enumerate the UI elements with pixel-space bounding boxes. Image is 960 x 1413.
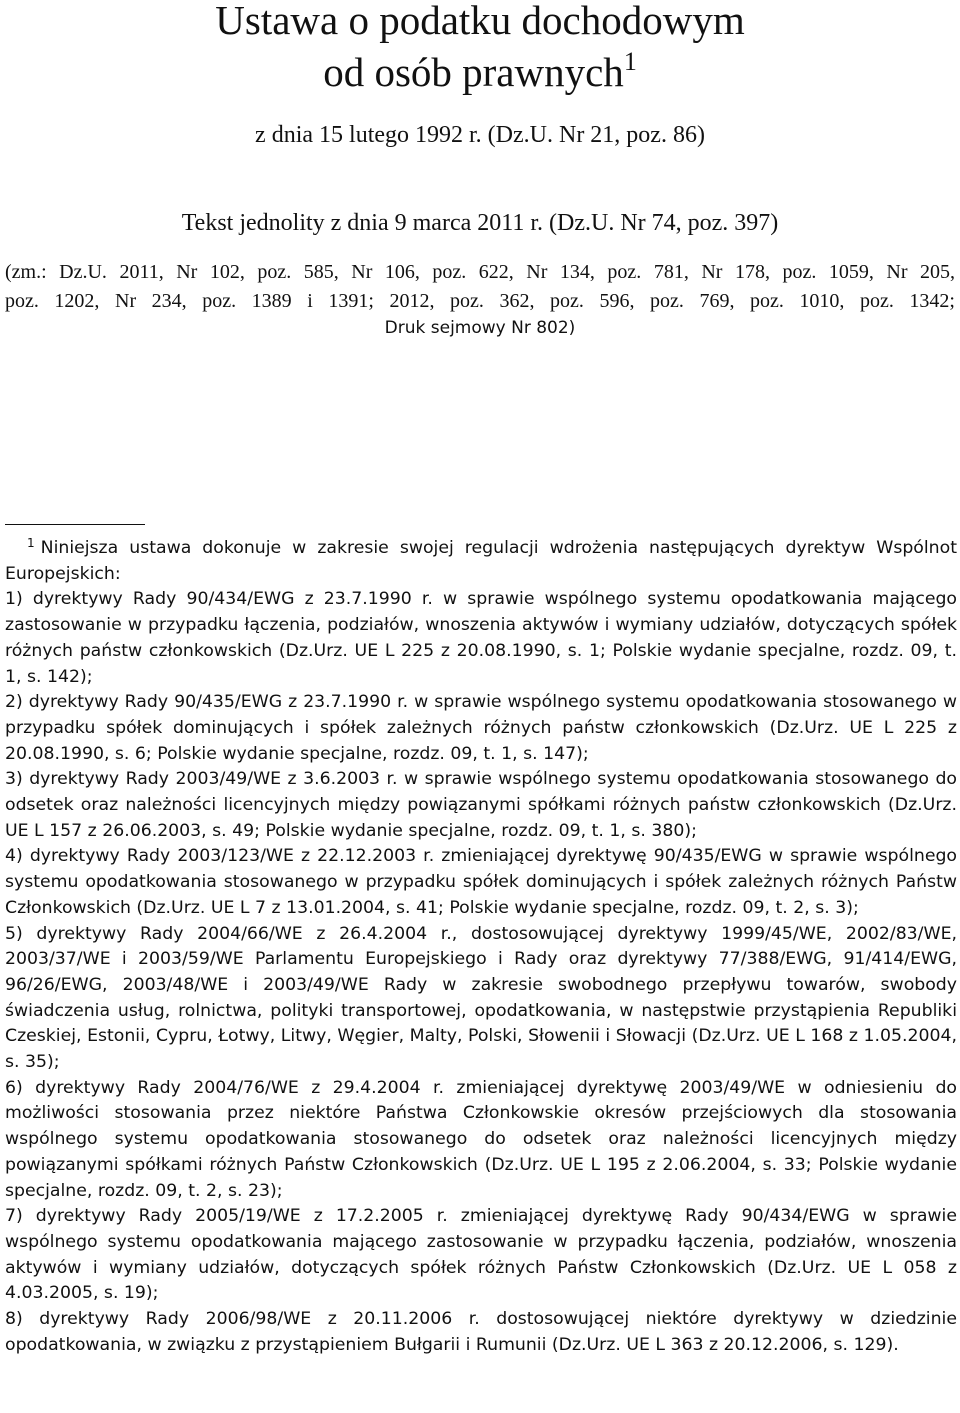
title-line-1: Ustawa o podatku dochodowym <box>215 0 745 43</box>
footnote-item: 7) dyrektywy Rady 2005/19/WE z 17.2.2005 r. zmieniającej dyrektywę Rady 90/434/EWG w sprawie wspólnego systemu opodatkowania mającego zastosowanie w przypadku łączenia, podziałów, wnoszenia aktywów i wymiany udziałów, dotyczących spółek różnych Państw Członkowskich (Dz.Urz. UE L 058 z 4.03.2005, s. 19); <box>5 1206 957 1304</box>
title-line-2: od osób prawnych <box>323 49 624 95</box>
title-footnote-ref: 1 <box>623 47 637 76</box>
document-title <box>0 0 960 98</box>
footnote-item: 1) dyrektywy Rady 90/434/EWG z 23.7.1990 r. w sprawie wspólnego systemu opodatkowania mającego zastosowanie w przypadku łączenia, podziałów, wnoszenia aktywów i wymiany udziałów, dotyczących spółek różnych państw członkowskich (Dz.Urz. UE L 225 z 20.08.1990, s. 1; Polskie wydanie specjalne, rozdz. 09, t. 1, s. 142); <box>5 589 957 687</box>
druk-sejmowy: Druk sejmowy Nr 802) <box>384 318 576 338</box>
enactment-date: z dnia 15 lutego 1992 r. (Dz.U. Nr 21, poz. 86) <box>255 122 705 148</box>
amendments-line-1: (zm.: Dz.U. 2011, Nr 102, poz. 585, Nr 106, poz. 622, Nr 134, poz. 781, Nr 178, poz. 1059, Nr 205, <box>5 261 955 283</box>
footnote-divider <box>5 524 145 525</box>
footnote-intro <box>5 536 957 587</box>
footnote-item: 2) dyrektywy Rady 90/435/EWG z 23.7.1990 r. w sprawie wspólnego systemu opodatkowania stosowanego w przypadku spółek dominujących i spółek zależnych różnych państw członkowskich (Dz.Urz. UE L 225 z 20.08.1990, s. 6; Polskie wydanie specjalne, rozdz. 09, t. 1, s. 147); <box>5 692 957 764</box>
consolidated-text-line: Tekst jednolity z dnia 9 marca 2011 r. (Dz.U. Nr 74, poz. 397) <box>181 210 779 236</box>
footnote-item: 6) dyrektywy Rady 2004/76/WE z 29.4.2004 r. zmieniającej dyrektywę 2003/49/WE w odniesieniu do możliwości stosowania przez niektóre Państwa Członkowskie okresów przejściowych dla stosowania wspólnego systemu opodatkowania stosowanego do odsetek oraz należności licencyjnych między powiązanymi spółkami różnych Państw Członkowskich (Dz.Urz. UE L 195 z 2.06.2004, s. 33; Polskie wydanie specjalne, rozdz. 09, t. 2, s. 23); <box>5 1077 957 1201</box>
footnote-intro-text: Niniejsza ustawa dokonuje w zakresie swojej regulacji wdrożenia następujących dyrektyw Wspólnot Europejskich: <box>5 538 957 584</box>
footnote-mark: 1 <box>27 536 35 550</box>
footnote-item: 5) dyrektywy Rady 2004/66/WE z 26.4.2004 r., dostosowującej dyrektywy 1999/45/WE, 2002/83/WE, 2003/37/WE i 2003/59/WE Parlamentu Europejskiego i Rady oraz dyrektywy 77/388/EWG, 91/414/EWG, 96/26/EWG, 2003/48/WE i 2003/49/WE Rady w zakresie swobodnego przepływu towarów, swobody świadczenia usług, rolnictwa, polityki transportowej, opodatkowania, w następstwie przystąpienia Republiki Czeskiej, Estonii, Cypru, Łotwy, Litwy, Węgier, Malty, Polski, Słowenii i Słowacji (Dz.Urz. UE L 168 z 1.05.2004, s. 35); <box>5 923 957 1073</box>
amendments-line-2: poz. 1202, Nr 234, poz. 1389 i 1391; 2012, poz. 362, poz. 596, poz. 769, poz. 1010, poz. 1342; <box>5 290 955 312</box>
footnote-item: 8) dyrektywy Rady 2006/98/WE z 20.11.2006 r. dostosowującej niektóre dyrektywy w dziedzinie opodatkowania, w związku z przystąpieniem Bułgarii i Rumunii (Dz.Urz. UE L 363 z 20.12.2006, s. 129). <box>5 1309 957 1355</box>
footnote-item: 3) dyrektywy Rady 2003/49/WE z 3.6.2003 r. w sprawie wspólnego systemu opodatkowania stosowanego do odsetek oraz należności licencyjnych między powiązanymi spółkami różnych państw członkowskich (Dz.Urz. UE L 157 z 26.06.2003, s. 49; Polskie wydanie specjalne, rozdz. 09, t. 1, s. 380); <box>5 769 957 841</box>
footnote-item: 4) dyrektywy Rady 2003/123/WE z 22.12.2003 r. zmieniającej dyrektywę 90/435/EWG w sprawie wspólnego systemu opodatkowania stosowanego w przypadku spółek dominujących i spółek zależnych różnych Państw Członkowskich (Dz.Urz. UE L 7 z 13.01.2004, s. 41; Polskie wydanie specjalne, rozdz. 09, t. 2, s. 3); <box>5 846 957 918</box>
footnote-section <box>5 536 957 1359</box>
